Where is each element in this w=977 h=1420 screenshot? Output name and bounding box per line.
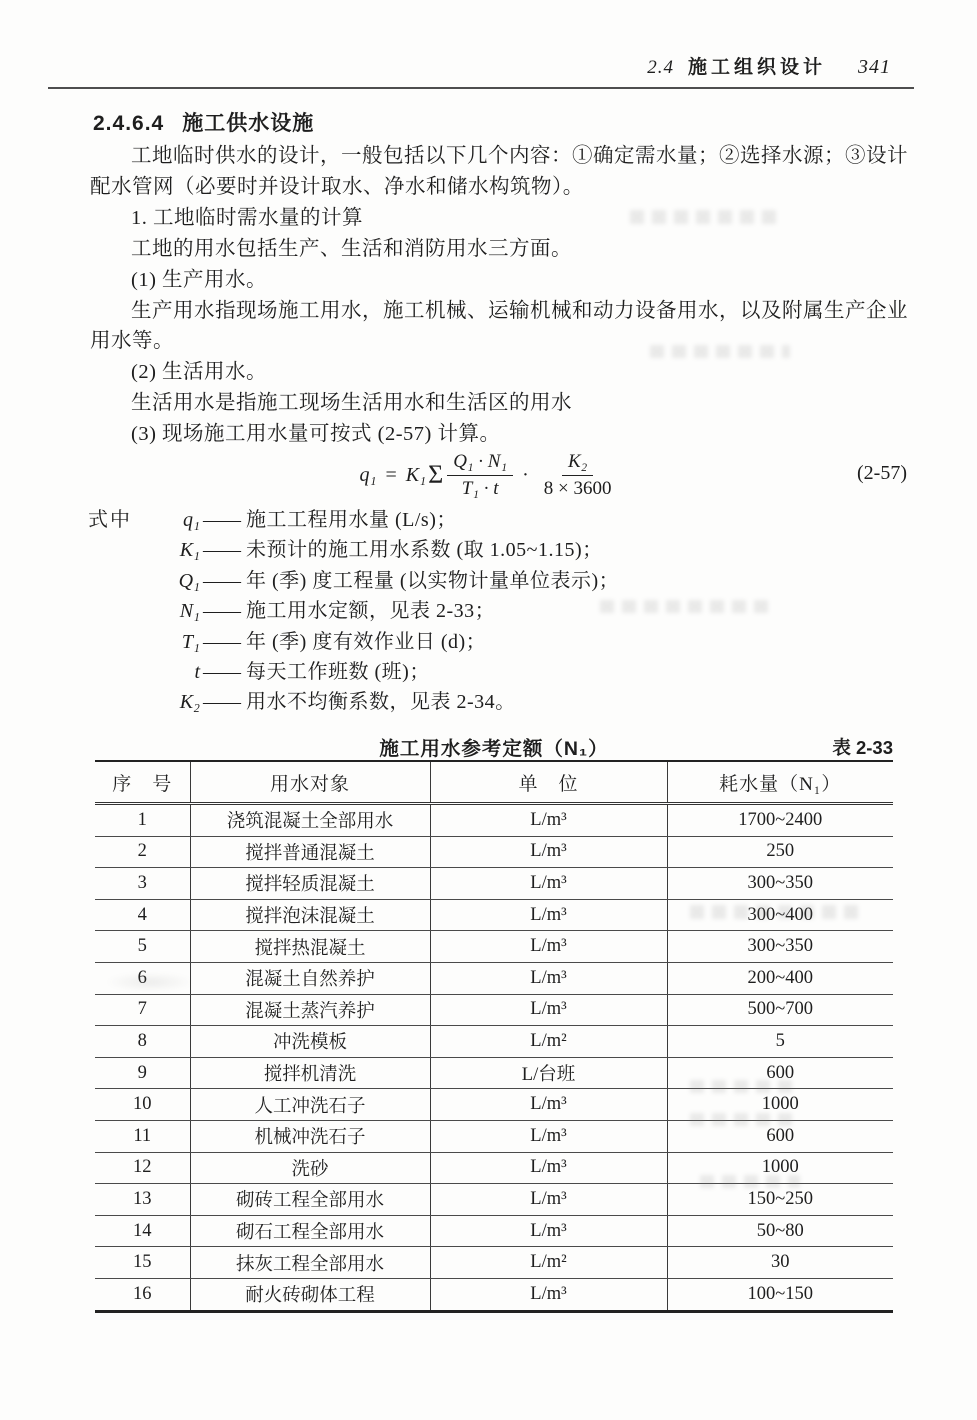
table-cell: 1000 bbox=[667, 1089, 893, 1121]
definition-symbol: K₂ bbox=[179, 691, 200, 714]
body-line: 用水等。 bbox=[90, 330, 174, 353]
definition-dash: —— bbox=[203, 509, 239, 531]
table-cell: 9 bbox=[95, 1057, 190, 1089]
definition-symbol: Q₁ bbox=[178, 569, 200, 592]
definition-row bbox=[88, 596, 848, 626]
fraction-2-denominator: 8 × 3600 bbox=[543, 477, 612, 499]
table-cell: L/m³ bbox=[430, 836, 667, 868]
formula-coefficient: K₁ bbox=[405, 463, 427, 486]
definition-prefix: 式中 bbox=[88, 509, 132, 531]
header-section-title: 施工组织设计 bbox=[687, 57, 826, 78]
definition-row bbox=[88, 505, 848, 535]
header-section-number: 2.4 bbox=[647, 57, 674, 78]
table-row bbox=[95, 1152, 893, 1184]
table-title: 施工用水参考定额（N₁） bbox=[379, 738, 609, 760]
table-cell: 砌砖工程全部用水 bbox=[190, 1184, 430, 1216]
page-number: 341 bbox=[858, 56, 891, 78]
table-row bbox=[95, 1057, 893, 1089]
fraction-2-numerator: K₂ bbox=[562, 451, 593, 476]
definition-dash: —— bbox=[203, 661, 239, 684]
table-cell: 4 bbox=[95, 899, 190, 931]
table-cell: 250 bbox=[667, 836, 893, 868]
definition-description: 年 (季) 度有效作业日 (d)； bbox=[246, 630, 487, 653]
table-cell: 机械冲洗石子 bbox=[190, 1120, 430, 1152]
table-cell: 30 bbox=[667, 1247, 893, 1279]
table-cell: 浇筑混凝土全部用水 bbox=[190, 804, 430, 837]
definitions bbox=[88, 505, 848, 718]
body-text bbox=[90, 141, 918, 450]
table-cell: L/m³ bbox=[430, 868, 667, 900]
table-row bbox=[95, 931, 893, 963]
body-line: 生产用水指现场施工用水，施工机械、运输机械和动力设备用水，以及附属生产企业 bbox=[131, 299, 908, 322]
table-header-cell: 序 号 bbox=[95, 761, 190, 804]
table-cell: 600 bbox=[667, 1057, 893, 1089]
definition-description: 年 (季) 度工程量 (以实物计量单位表示)； bbox=[246, 569, 620, 592]
table-cell: 100~150 bbox=[747, 1283, 813, 1304]
table-cell: 300~350 bbox=[667, 868, 893, 900]
formula-dot-operator: · bbox=[522, 463, 529, 486]
definition-dash: —— bbox=[203, 691, 239, 714]
table-cell: 砌石工程全部用水 bbox=[190, 1215, 430, 1247]
table-cell: 300~400 bbox=[667, 899, 893, 931]
table-cell: 3 bbox=[95, 868, 190, 900]
table-cell: 150~250 bbox=[667, 1184, 893, 1216]
definition-prefix bbox=[88, 627, 150, 657]
definition-row bbox=[88, 566, 848, 596]
body-line: 1. 工地临时需水量的计算 bbox=[131, 206, 363, 229]
table-cell: 搅拌热混凝土 bbox=[190, 931, 430, 963]
table-cell: 1000 bbox=[667, 1152, 893, 1184]
definition-description: 施工用水定额，见表 2-33； bbox=[246, 600, 496, 623]
definition-symbol: q₁ bbox=[183, 509, 200, 531]
table-cell: 2 bbox=[95, 836, 190, 868]
table-row bbox=[95, 836, 893, 868]
definition-symbol: N₁ bbox=[179, 600, 200, 623]
table-cell: L/m³ bbox=[430, 899, 667, 931]
table-cell: 搅拌普通混凝土 bbox=[190, 836, 430, 868]
table-cell: 500~700 bbox=[667, 994, 893, 1026]
table-header-row bbox=[95, 761, 893, 804]
table-cell: L/m³ bbox=[430, 1278, 667, 1311]
table-cell: 12 bbox=[95, 1152, 190, 1184]
definition-description: 未预计的施工用水系数 (取 1.05~1.15)； bbox=[246, 539, 603, 562]
table-cell: L/m³ bbox=[430, 1215, 667, 1247]
table-cell: 600 bbox=[667, 1120, 893, 1152]
table-cell: 7 bbox=[95, 994, 190, 1026]
table-cell: L/m³ bbox=[430, 931, 667, 963]
table-cell: 50~80 bbox=[667, 1215, 893, 1247]
definition-dash: —— bbox=[203, 539, 239, 562]
table-cell: L/m³ bbox=[430, 1152, 667, 1184]
table-row bbox=[95, 962, 893, 994]
table-header-cell: 耗水量（N₁） bbox=[667, 761, 893, 804]
table-cell: 14 bbox=[95, 1215, 190, 1247]
definition-symbol: T₁ bbox=[181, 630, 200, 653]
definition-dash: —— bbox=[203, 630, 239, 653]
table-row bbox=[95, 868, 893, 900]
body-line: 工地临时供水的设计，一般包括以下几个内容：①确定需水量；②选择水源；③设计 bbox=[131, 145, 908, 167]
section-heading-title: 施工供水设施 bbox=[182, 112, 315, 135]
table-body bbox=[95, 804, 893, 1312]
table-label: 表 2-33 bbox=[832, 737, 893, 758]
table-cell: 搅拌泡沫混凝土 bbox=[190, 899, 430, 931]
table-row bbox=[95, 899, 893, 931]
table-row bbox=[95, 1120, 893, 1152]
running-header bbox=[647, 52, 891, 79]
table-cell: 13 bbox=[95, 1184, 190, 1216]
table-row bbox=[95, 1089, 893, 1121]
table-cell: L/m³ bbox=[430, 1120, 667, 1152]
body-line: 生活用水是指施工现场生活用水和生活区的用水 bbox=[131, 392, 572, 415]
definition-dash: —— bbox=[203, 569, 239, 592]
table-cell: 11 bbox=[95, 1120, 190, 1152]
table-cell: L/m³ bbox=[430, 804, 667, 837]
table-cell: L/m² bbox=[430, 1247, 667, 1279]
table-cell: 搅拌机清洗 bbox=[190, 1057, 430, 1089]
table-cell: 混凝土自然养护 bbox=[190, 962, 430, 994]
table-cell: 抹灰工程全部用水 bbox=[190, 1247, 430, 1279]
table-row bbox=[95, 994, 893, 1026]
table-cell: 8 bbox=[95, 1026, 190, 1058]
definition-row bbox=[88, 657, 848, 687]
definition-symbol: K₁ bbox=[179, 539, 200, 562]
definition-row bbox=[88, 687, 848, 717]
definition-description: 用水不均衡系数，见表 2-34。 bbox=[246, 691, 516, 714]
table-row bbox=[95, 1215, 893, 1247]
table-cell: L/m² bbox=[430, 1026, 667, 1058]
table-cell: 5 bbox=[667, 1026, 893, 1058]
formula-fraction-2 bbox=[538, 451, 618, 500]
formula-fraction-1 bbox=[447, 451, 513, 500]
table-cell: 16 bbox=[95, 1278, 190, 1311]
table-title-row bbox=[95, 733, 893, 759]
body-line: 工地的用水包括生产、生活和消防用水三方面。 bbox=[131, 237, 572, 260]
table-cell: 1 bbox=[95, 804, 190, 837]
table-row bbox=[95, 1278, 893, 1311]
table-cell: 冲洗模板 bbox=[190, 1026, 430, 1058]
table-cell: 搅拌轻质混凝土 bbox=[190, 868, 430, 900]
definition-description: 每天工作班数 (班)； bbox=[246, 661, 430, 684]
formula-lhs: q₁ bbox=[359, 463, 377, 486]
body-line: (3) 现场施工用水量可按式 (2-57) 计算。 bbox=[131, 423, 501, 446]
formula-equals: = bbox=[385, 463, 397, 486]
table-cell: L/m³ bbox=[430, 1089, 667, 1121]
table-cell: 洗砂 bbox=[190, 1152, 430, 1184]
definition-prefix bbox=[88, 535, 150, 565]
sigma-symbol: Σ bbox=[428, 460, 444, 489]
definition-symbol: t bbox=[194, 661, 200, 684]
definition-row bbox=[88, 627, 848, 657]
body-line: 配水管网（必要时并设计取水、净水和储水构筑物）。 bbox=[90, 175, 584, 198]
section-heading-number: 2.4.6.4 bbox=[93, 112, 165, 135]
definition-row bbox=[88, 535, 848, 565]
table-cell: L/m³ bbox=[430, 994, 667, 1026]
table-cell: L/台班 bbox=[430, 1057, 667, 1089]
table-header-cell: 用水对象 bbox=[190, 761, 430, 804]
definition-prefix bbox=[88, 566, 150, 596]
definition-prefix bbox=[88, 596, 150, 626]
fraction-1-denominator: T₁ · t bbox=[461, 477, 499, 499]
water-quota-table bbox=[95, 760, 893, 1313]
table-cell: 300~350 bbox=[667, 931, 893, 963]
body-line: (2) 生活用水。 bbox=[131, 361, 268, 384]
table-cell: 5 bbox=[95, 931, 190, 963]
equation-number: (2-57) bbox=[857, 462, 907, 484]
header-rule bbox=[48, 87, 914, 89]
table-cell: 10 bbox=[95, 1089, 190, 1121]
table-cell: 混凝土蒸汽养护 bbox=[190, 994, 430, 1026]
table-row bbox=[95, 1247, 893, 1279]
section-heading bbox=[93, 107, 314, 137]
definition-prefix bbox=[88, 657, 150, 687]
formula bbox=[0, 444, 977, 506]
definition-description: 施工工程用水量 (L/s)； bbox=[246, 509, 457, 531]
table-header-cell: 单 位 bbox=[430, 761, 667, 804]
fraction-1-numerator: Q₁ · N₁ bbox=[447, 451, 513, 476]
table-cell: 6 bbox=[95, 962, 190, 994]
table-cell: L/m³ bbox=[430, 1184, 667, 1216]
body-line: (1) 生产用水。 bbox=[131, 268, 268, 291]
table-cell: 200~400 bbox=[667, 962, 893, 994]
definition-dash: —— bbox=[203, 600, 239, 623]
definition-prefix bbox=[88, 687, 150, 717]
table-cell: 耐火砖砌体工程 bbox=[190, 1278, 430, 1311]
table-row bbox=[95, 804, 893, 837]
table-cell: 15 bbox=[95, 1247, 190, 1279]
table-row bbox=[95, 1184, 893, 1216]
table-cell: 1700~2400 bbox=[667, 804, 893, 837]
table-cell: L/m³ bbox=[430, 962, 667, 994]
table-cell: 人工冲洗石子 bbox=[190, 1089, 430, 1121]
table-row bbox=[95, 1026, 893, 1058]
